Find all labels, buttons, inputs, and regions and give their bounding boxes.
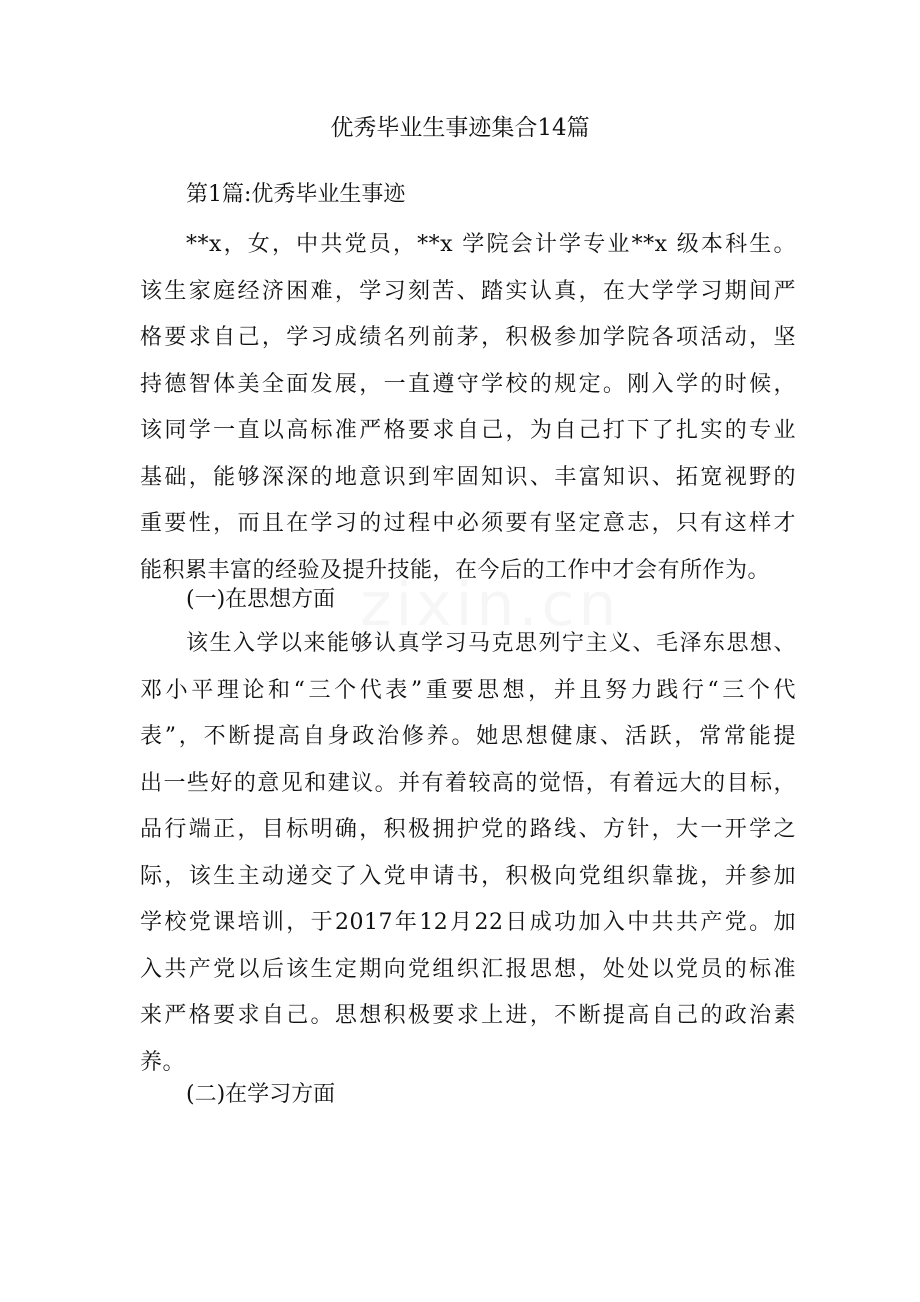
paragraph-line: **x，女，中共党员，**x 学院会计学专业**x 级本科生。 — [186, 232, 796, 257]
section-heading: 第1篇:优秀毕业生事迹 — [186, 182, 406, 207]
subheading-thought: (一)在思想方面 — [186, 587, 336, 612]
paragraph-line: 际，该生主动递交了入党申请书，积极向党组织靠拢，并参加 — [140, 863, 796, 889]
subheading-study: (二)在学习方面 — [186, 1082, 336, 1107]
paragraph-line: 入共产党以后该生定期向党组织汇报思想，处处以党员的标准 — [140, 956, 796, 982]
paragraph-line: 邓小平理论和“三个代表”重要思想，并且努力践行“三个代 — [140, 677, 796, 703]
paragraph-line: 养。 — [140, 1049, 186, 1075]
paragraph-line: 该生家庭经济困难，学习刻苦、踏实认真，在大学学习期间严 — [140, 278, 796, 304]
paragraph-line: 来严格要求自己。思想积极要求上进，不断提高自己的政治素 — [140, 1003, 796, 1028]
paragraph-line: 品行端正，目标明确，积极拥护党的路线、方针，大一开学之 — [140, 817, 796, 842]
paragraph-line: 表”，不断提高自身政治修养。她思想健康、活跃，常常能提 — [140, 724, 796, 749]
document-title: 优秀毕业生事迹集合14篇 — [330, 115, 590, 141]
paragraph-line: 出一些好的意见和建议。并有着较高的觉悟，有着远大的目标， — [140, 770, 796, 796]
paragraph-line: 学校党课培训，于2017年12月22日成功加入中共共产党。加 — [140, 910, 796, 935]
paragraph-line: 基础，能够深深的地意识到牢固知识、丰富知识、拓宽视野的 — [140, 464, 796, 490]
paragraph-line: 持德智体美全面发展，一直遵守学校的规定。刚入学的时候， — [140, 371, 796, 397]
intro-paragraph — [140, 222, 796, 594]
paragraph-line: 该生入学以来能够认真学习马克思列宁主义、毛泽东思想、 — [186, 631, 796, 656]
paragraph-line: 能积累丰富的经验及提升技能，在今后的工作中才会有所作为。 — [140, 557, 771, 583]
paragraph-line: 该同学一直以高标准严格要求自己，为自己打下了扎实的专业 — [140, 418, 796, 443]
thought-paragraph — [140, 621, 796, 1086]
paragraph-line: 重要性，而且在学习的过程中必须要有坚定意志，只有这样才 — [140, 511, 796, 536]
paragraph-line: 格要求自己，学习成绩名列前茅，积极参加学院各项活动，坚 — [140, 325, 796, 350]
